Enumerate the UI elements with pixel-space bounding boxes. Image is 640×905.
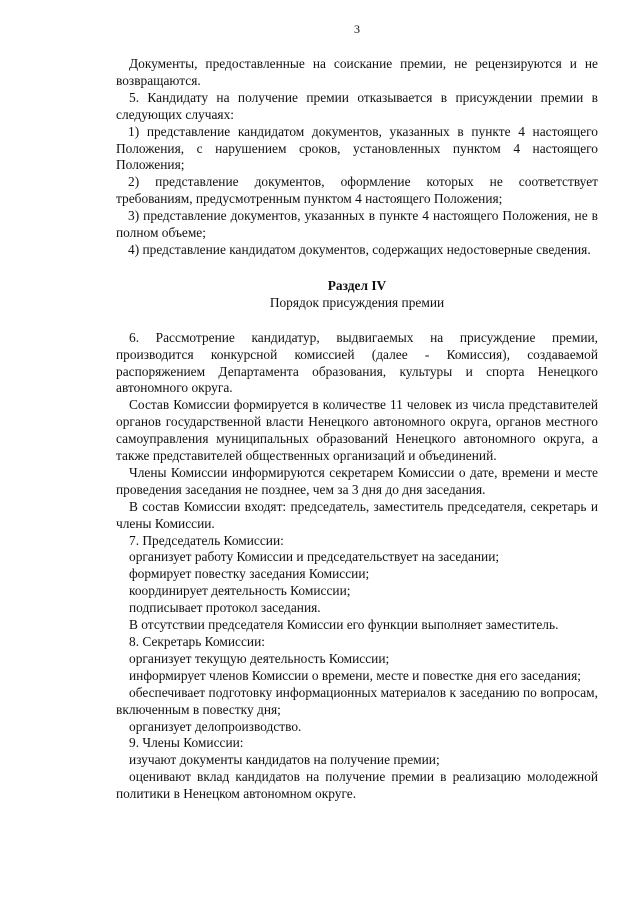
body-text-block xyxy=(116,330,598,803)
list-item: подписывает протокол заседания. xyxy=(129,600,321,616)
paragraph: В состав Комиссии входят: председатель, заместитель председателя, секретарь и члены Комиссии. xyxy=(116,498,598,531)
list-item: координирует деятельность Комиссии; xyxy=(129,583,351,599)
list-item: 1) представление кандидатом документов, указанных в пункте 4 настоящего Положения, с нарушением сроков, установленных пунктом 4 настоящего Положения; xyxy=(116,123,598,173)
paragraph: 5. Кандидату на получение премии отказывается в присуждении премии в следующих случаях: xyxy=(116,89,598,122)
section-heading: Раздел IV xyxy=(327,277,387,293)
paragraph: Члены Комиссии информируются секретарем Комиссии о дате, времени и месте проведения заседания не позднее, чем за 3 дня до дня заседания. xyxy=(116,464,598,497)
section-title: Порядок присуждения премии xyxy=(269,294,445,310)
list-item: 3) представление документов, указанных в пункте 4 настоящего Положения, не в полном объеме; xyxy=(116,208,598,241)
list-item: изучают документы кандидатов на получение премии; xyxy=(129,752,440,768)
list-item: организует работу Комиссии и председательствует на заседании; xyxy=(129,549,500,565)
list-item: организует текущую деятельность Комиссии; xyxy=(129,650,390,666)
paragraph: 8. Секретарь Комиссии: xyxy=(129,634,265,649)
paragraph: 6. Рассмотрение кандидатур, выдвигаемых на присуждение премии, производится конкурсной комиссией (далее - Комиссия), создаваемой распоряжением Департамента образования, культуры и спорта Ненецкого автономного округа. xyxy=(116,329,598,396)
list-item: 2) представление документов, оформление которых не соответствует требованиям, предусмотренным пунктом 4 настоящего Положения; xyxy=(116,174,598,207)
paragraph: 9. Члены Комиссии: xyxy=(129,735,244,751)
page-number: 3 xyxy=(354,22,360,36)
list-item: организует делопроизводство. xyxy=(129,718,302,734)
list-item: 4) представление кандидатом документов, содержащих недостоверные сведения. xyxy=(128,241,591,257)
top-text-block xyxy=(116,56,598,259)
paragraph: В отсутствии председателя Комиссии его функции выполняет заместитель. xyxy=(129,617,559,633)
paragraph: 7. Председатель Комиссии: xyxy=(129,532,284,548)
list-item: формирует повестку заседания Комиссии; xyxy=(129,566,370,582)
list-item: информирует членов Комиссии о времени, месте и повестке дня его заседания; xyxy=(129,667,581,683)
list-item: оценивают вклад кандидатов на получение премии в реализацию молодежной политики в Ненецком автономном округе. xyxy=(116,769,598,802)
paragraph: Состав Комиссии формируется в количестве 11 человек из числа представителей органов государственной власти Ненецкого автономного округа, органов местного самоуправления муниципальных образований Ненецкого автономного округа, а также представителей общественных организаций и объединений. xyxy=(116,397,598,464)
list-item: обеспечивает подготовку информационных материалов к заседанию по вопросам, включенным в повестку дня; xyxy=(116,684,598,717)
paragraph: Документы, предоставленные на соискание премии, не рецензируются и не возвращаются. xyxy=(116,56,598,88)
